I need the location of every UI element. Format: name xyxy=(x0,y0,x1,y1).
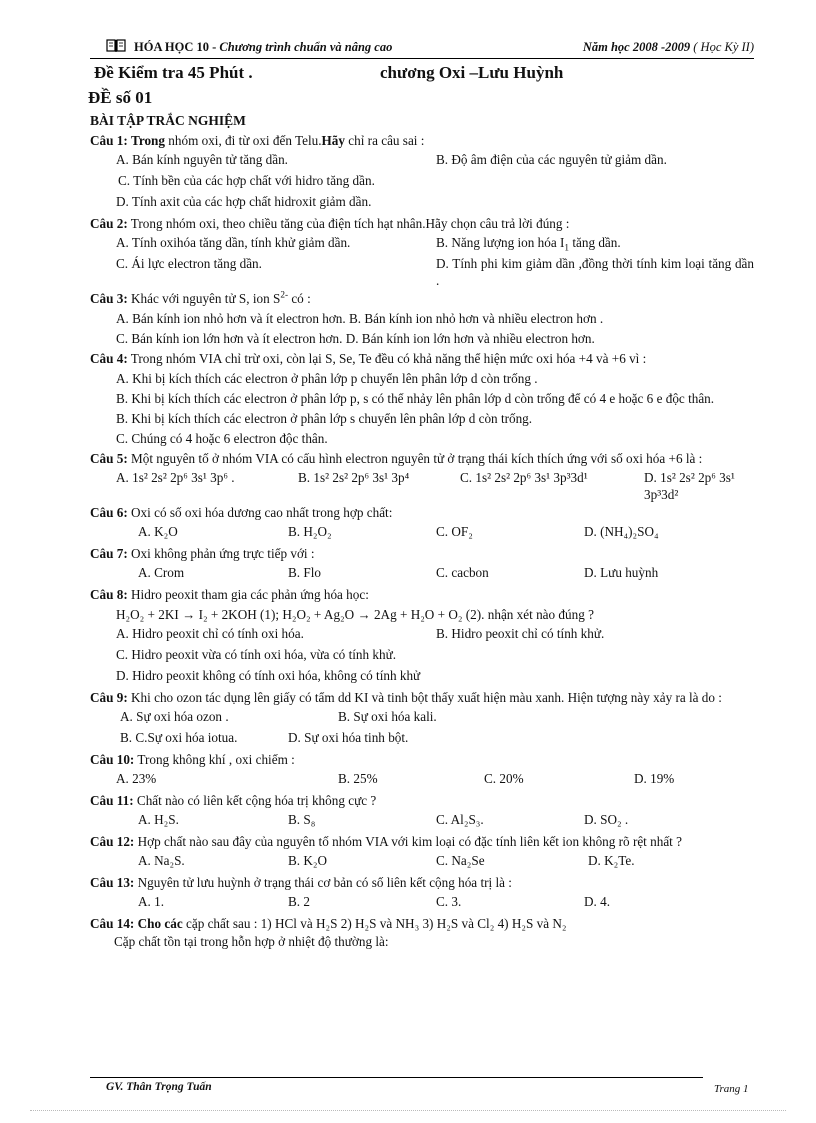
question-2: Câu 2: Trong nhóm oxi, theo chiều tăng của điện tích hạt nhân.Hãy chọn câu trả lời đúng : xyxy=(90,216,570,231)
q2-option-d[interactable]: D. Tính phi kim giảm dần ,đồng thời tính kim loại tăng dần . xyxy=(436,256,754,288)
question-7: Câu 7: Oxi không phản ứng trực tiếp với : xyxy=(90,546,315,561)
section-title: BÀI TẬP TRẮC NGHIỆM xyxy=(90,113,246,128)
question-6: Câu 6: Oxi có số oxi hóa dương cao nhất trong hợp chất: xyxy=(90,505,393,520)
q5-option-c[interactable]: C. 1s² 2s² 2p⁶ 3s¹ 3p³3d¹ xyxy=(460,470,588,485)
q4-option-a[interactable]: A. Khi bị kích thích các electron ở phân lớp p chuyển lên phân lớp d còn trống . xyxy=(116,371,538,386)
question-12: Câu 12: Hợp chất nào sau đây của nguyên tố nhóm VIA với kim loại có đặc tính liên kết ion không rõ rệt nhất ? xyxy=(90,834,683,849)
question-14: Câu 14: Cho các cặp chất sau : 1) HCl và H₂S 2) H₂S và NH₃ 3) H₂S và Cl₂ 4) H₂S và N₂ xyxy=(90,916,567,931)
question-10: Câu 10: Trong không khí , oxi chiếm : xyxy=(90,752,295,767)
q13-option-a[interactable]: A. 1. xyxy=(138,894,165,909)
footer-author: GV. Thân Trọng Tuấn xyxy=(106,1081,212,1093)
q1-option-d[interactable]: D. Tính axit của các hợp chất hidroxit giảm dần. xyxy=(116,194,372,209)
q4-option-d[interactable]: C. Chúng có 4 hoặc 6 electron độc thân. xyxy=(116,431,328,446)
question-5: Câu 5: Một nguyên tố ở nhóm VIA có cấu hình electron nguyên tử ở trạng thái kích thích ứng với số oxi hóa +6 là : xyxy=(90,451,703,466)
header-school-year: Năm học 2008 -2009 ( Học Kỳ II) xyxy=(582,40,754,54)
exam-number: ĐỀ số 01 xyxy=(88,88,153,107)
q1-option-c[interactable]: C. Tính bền của các hợp chất với hidro tăng dần. xyxy=(118,173,375,188)
q5-option-b[interactable]: B. 1s² 2s² 2p⁶ 3s¹ 3p⁴ xyxy=(298,470,410,485)
q9-option-a[interactable]: A. Sự oxi hóa ozon . xyxy=(120,709,229,724)
q6-option-c[interactable]: C. OF₂ xyxy=(436,524,473,539)
question-8: Câu 8: Hidro peoxit tham gia các phản ứng hóa học: xyxy=(90,587,369,602)
q4-option-c[interactable]: B. Khi bị kích thích các electron ở phân lớp s chuyển lên phân lớp d còn trống. xyxy=(116,411,533,426)
footer-rule xyxy=(90,1077,703,1078)
q7-option-d[interactable]: D. Lưu huỳnh xyxy=(584,565,659,580)
question-4: Câu 4: Trong nhóm VIA chỉ trừ oxi, còn lại S, Se, Te đều có khả năng thể hiện mức oxi hóa +4 và +6 vì : xyxy=(90,351,647,366)
q8-option-a[interactable]: A. Hidro peoxit chỉ có tính oxi hóa. xyxy=(116,626,304,641)
q13-option-d[interactable]: D. 4. xyxy=(584,894,611,909)
q5-option-d[interactable]: D. 1s² 2s² 2p⁶ 3s¹ 3p³3d² xyxy=(644,470,735,502)
q6-option-a[interactable]: A. K₂O xyxy=(138,524,178,539)
page-header xyxy=(90,38,754,59)
q14-prompt: Cặp chất tồn tại trong hỗn hợp ở nhiệt độ thường là: xyxy=(114,934,389,949)
q11-option-a[interactable]: A. H₂S. xyxy=(138,812,179,827)
q7-option-c[interactable]: C. cacbon xyxy=(436,565,489,580)
q7-option-a[interactable]: A. Crom xyxy=(138,565,185,580)
q11-option-d[interactable]: D. SO₂ . xyxy=(584,812,629,827)
book-icon xyxy=(106,39,126,53)
q8-option-b[interactable]: B. Hidro peoxit chỉ có tính khử. xyxy=(436,626,605,641)
q1-option-a[interactable]: A. Bán kính nguyên tử tăng dần. xyxy=(116,152,288,167)
exam-chapter: chương Oxi –Lưu Huỳnh xyxy=(380,63,564,82)
q11-option-c[interactable]: C. Al₂S₃. xyxy=(436,812,484,827)
question-3: Câu 3: Khác với nguyên tử S, ion $S^{2-}$ có : xyxy=(90,289,311,306)
q10-option-c[interactable]: C. 20% xyxy=(484,771,524,786)
q9-option-c[interactable]: B. C.Sự oxi hóa iotua. xyxy=(120,730,238,745)
q10-option-b[interactable]: B. 25% xyxy=(338,771,378,786)
q2-option-b[interactable]: B. Năng lượng ion hóa $I_1$ tăng dần. xyxy=(436,235,621,253)
q9-option-b[interactable]: B. Sự oxi hóa kali. xyxy=(338,709,437,724)
header-program: Chương trình chuẩn và nâng cao xyxy=(219,40,393,54)
q2-option-c[interactable]: C. Ái lực electron tăng dần. xyxy=(116,256,262,271)
q10-option-d[interactable]: D. 19% xyxy=(634,771,675,786)
q13-option-b[interactable]: B. 2 xyxy=(288,894,310,909)
header-semester: ( Học Kỳ II) xyxy=(693,40,754,54)
question-13: Câu 13: Nguyên tử lưu huỳnh ở trạng thái cơ bản có số liên kết cộng hóa trị là : xyxy=(90,875,512,890)
q9-option-d[interactable]: D. Sự oxi hóa tinh bột. xyxy=(288,730,409,745)
q12-option-d[interactable]: D. K₂Te. xyxy=(588,853,635,868)
q6-option-d[interactable]: D. (NH₄)₂SO₄ xyxy=(584,524,659,539)
q1-options-ab xyxy=(90,149,754,170)
page-bottom-border xyxy=(30,1110,786,1111)
q12-option-c[interactable]: C. Na₂Se xyxy=(436,853,485,868)
q8-equation: H₂O₂ + 2KI → I₂ + 2KOH (1); H₂O₂ + Ag₂O → 2Ag + H₂O + O₂ (2). nhận xét nào đúng ? xyxy=(116,607,594,622)
exam-title: Đề Kiểm tra 45 Phút . xyxy=(94,63,253,82)
question-1: Câu 1: Trong nhóm oxi, đi từ oxi đến Telu.Hãy chỉ ra câu sai : xyxy=(90,133,425,148)
exam-content xyxy=(90,112,754,950)
q4-option-b[interactable]: B. Khi bị kích thích các electron ở phân lớp p, s có thể nhảy lên phân lớp d còn trống để có 4 e hoặc 6 e độc thân. xyxy=(116,391,715,406)
q10-option-a[interactable]: A. 23% xyxy=(116,771,157,786)
q3-options-ab[interactable]: A. Bán kính ion nhỏ hơn và ít electron hơn. B. Bán kính ion nhỏ hơn và nhiều electron hơn . xyxy=(116,311,604,326)
q5-option-a[interactable]: A. 1s² 2s² 2p⁶ 3s¹ 3p⁶ . xyxy=(116,470,235,485)
question-11: Câu 11: Chất nào có liên kết cộng hóa trị không cực ? xyxy=(90,793,377,808)
q12-option-b[interactable]: B. K₂O xyxy=(288,853,328,868)
q7-option-b[interactable]: B. Flo xyxy=(288,565,321,580)
q12-option-a[interactable]: A. Na₂S. xyxy=(138,853,185,868)
q13-option-c[interactable]: C. 3. xyxy=(436,894,462,909)
q1-option-b[interactable]: B. Độ âm điện của các nguyên tử giảm dần. xyxy=(436,152,667,167)
q11-option-b[interactable]: B. S₈ xyxy=(288,812,316,827)
q6-option-b[interactable]: B. H₂O₂ xyxy=(288,524,332,539)
q8-option-c[interactable]: C. Hidro peoxit vừa có tính oxi hóa, vừa có tính khử. xyxy=(116,647,397,662)
q8-option-d[interactable]: D. Hidro peoxit không có tính oxi hóa, không có tính khử xyxy=(116,668,421,683)
q3-options-cd[interactable]: C. Bán kính ion lớn hơn và ít electron hơn. D. Bán kính ion lớn hơn và nhiều electron hơn. xyxy=(116,331,595,346)
question-9: Câu 9: Khi cho ozon tác dụng lên giấy có tẩm dd KI và tinh bột thấy xuất hiện màu xanh. Hiện tượng này xảy ra là do : xyxy=(90,690,722,705)
header-subject: HÓA HỌC 10 - Chương trình chuẩn và nâng cao xyxy=(134,40,393,54)
footer-page-number: Trang 1 xyxy=(714,1083,749,1095)
q2-option-a[interactable]: A. Tính oxihóa tăng dần, tính khử giảm dần. xyxy=(116,235,351,250)
